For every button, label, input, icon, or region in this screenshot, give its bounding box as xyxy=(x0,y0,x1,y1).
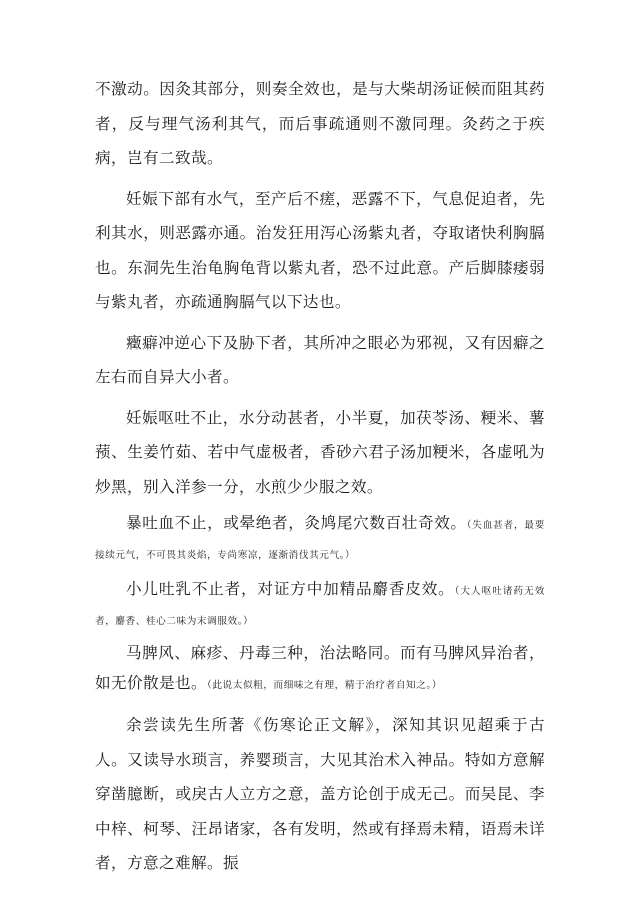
paragraph-6 xyxy=(95,574,545,634)
document-page xyxy=(95,72,545,881)
paragraph-2 xyxy=(95,182,545,320)
paragraph-3 xyxy=(95,326,545,395)
paragraph-4 xyxy=(95,401,545,505)
paragraph-1 xyxy=(95,72,545,176)
paragraph-1-text: 不激动。因灸其部分，则奏全效也，是与大柴胡汤证候而阻其药者，反与理气汤利其气，而后事疏通则不激同理。灸药之于疾病，岂有二致哉。 xyxy=(95,80,545,167)
paragraph-3-text: 癥癖冲逆心下及胁下者，其所冲之眼必为邪视，又有因癖之左右而自异大小者。 xyxy=(95,333,545,386)
paragraph-8-text: 余尝读先生所著《伤寒论正文解》，深知其识见超乘于古人。又读导水琐言，养婴琐言，大见其治术入神品。特如方意解穿凿臆断，或戾古人立方之意，盖方论创于成无己。而吴昆、李中梓、柯琴、汪昂诸家，各有发明，然或有择焉未精，语焉未详者，方意之难解。振 xyxy=(95,716,545,872)
paragraph-4-text: 妊娠呕吐不止，水分动甚者，小半夏，加茯苓汤、粳米、薯蓣、生姜竹茹、若中气虚极者，香砂六君子汤加粳米，各虚吼为炒黑，别入洋参一分，水煎少少服之效。 xyxy=(95,408,545,496)
paragraph-5 xyxy=(95,508,545,568)
paragraph-7-note: （此说太似粗，而细味之有理，精于治疗者自知之。） xyxy=(206,680,443,691)
paragraph-8 xyxy=(95,708,545,881)
paragraph-6-note: （大人呕吐诸药无效者，麝香、桂心二味为末调服效。） xyxy=(95,586,545,627)
paragraph-7-text: 马脾风、麻疹、丹毒三种，治法略同。而有马脾风异治者，如无价散是也。 xyxy=(95,644,545,692)
paragraph-5-note: （失血甚者，最要接续元气，不可畏其炎焰，专尚寒凉，逐渐消伐其元气。） xyxy=(95,520,545,561)
paragraph-2-text: 妊娠下部有水气，至产后不瘥，恶露不下，气息促迫者，先利其水，则恶露亦通。治发狂用泻心汤紫丸者，夺取诸快利胸膈也。东洞先生治龟胸龟背以紫丸者，恐不过此意。产后脚膝痿弱与紫丸者，亦疏通胸膈气以下达也。 xyxy=(95,189,545,311)
paragraph-5-text: 暴吐血不止，或晕绝者，灸鸠尾穴数百壮奇效。 xyxy=(126,514,467,532)
paragraph-6-text: 小儿吐乳不止者，对证方中加精品麝香皮效。 xyxy=(126,580,455,598)
paragraph-7 xyxy=(95,638,545,698)
